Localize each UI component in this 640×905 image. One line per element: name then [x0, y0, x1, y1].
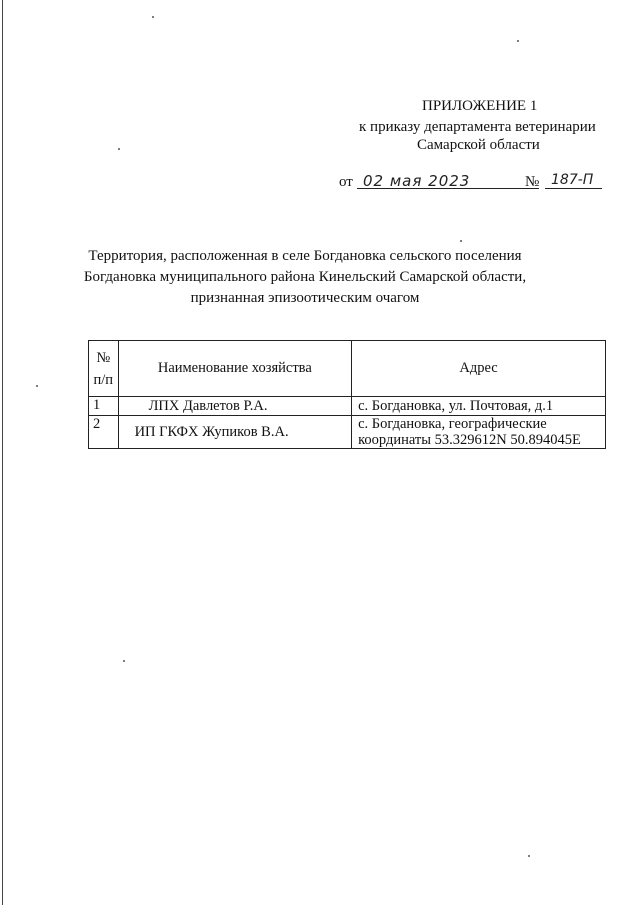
row-number: 2	[89, 416, 119, 449]
table-header-row	[89, 341, 606, 397]
farm-address	[352, 416, 606, 449]
order-number-handwritten: 187-П	[545, 172, 602, 189]
scan-speck	[528, 855, 530, 857]
column-header-number-abbr: п/п	[93, 371, 114, 388]
scan-speck	[118, 148, 120, 150]
order-details	[339, 172, 629, 196]
column-header-address: Адрес	[352, 341, 606, 397]
scan-speck	[123, 660, 125, 662]
scan-speck	[460, 240, 462, 242]
order-date-handwritten: 02 мая 2023	[357, 172, 539, 189]
appendix-title: ПРИЛОЖЕНИЕ 1	[422, 98, 538, 114]
row-number: 1	[89, 397, 119, 416]
scan-speck	[152, 16, 154, 18]
scan-speck	[36, 385, 38, 387]
farm-name: ЛПХ Давлетов Р.А.	[118, 397, 352, 416]
heading-line: Богдановка муниципального района Кинельский Самарской области,	[83, 269, 527, 285]
column-header-number-symbol: №	[96, 349, 111, 366]
farm-name: ИП ГКФХ Жупиков В.А.	[118, 416, 352, 449]
page-scan-edge	[2, 0, 3, 905]
order-date-label: от	[339, 174, 353, 190]
column-header-name: Наименование хозяйства	[118, 341, 352, 397]
farm-address-line: координаты 53.329612N 50.894045E	[358, 432, 581, 448]
order-number-label: №	[525, 174, 540, 190]
scan-speck	[517, 40, 519, 42]
document-heading	[80, 246, 530, 309]
column-header-number	[89, 341, 119, 397]
heading-line: признанная эпизоотическим очагом	[190, 290, 420, 306]
table-row	[89, 416, 606, 449]
table-row	[89, 397, 606, 416]
appendix-region: Самарской области	[417, 137, 540, 153]
heading-line: Территория, расположенная в селе Богдановка сельского поселения	[88, 248, 522, 264]
appendix-order-reference: к приказу департамента ветеринарии	[359, 119, 596, 135]
farms-table	[88, 340, 606, 449]
farm-address-line: с. Богдановка, географические	[358, 416, 547, 432]
farm-address	[352, 397, 606, 416]
farm-address-line: с. Богдановка, ул. Почтовая, д.1	[358, 398, 554, 414]
